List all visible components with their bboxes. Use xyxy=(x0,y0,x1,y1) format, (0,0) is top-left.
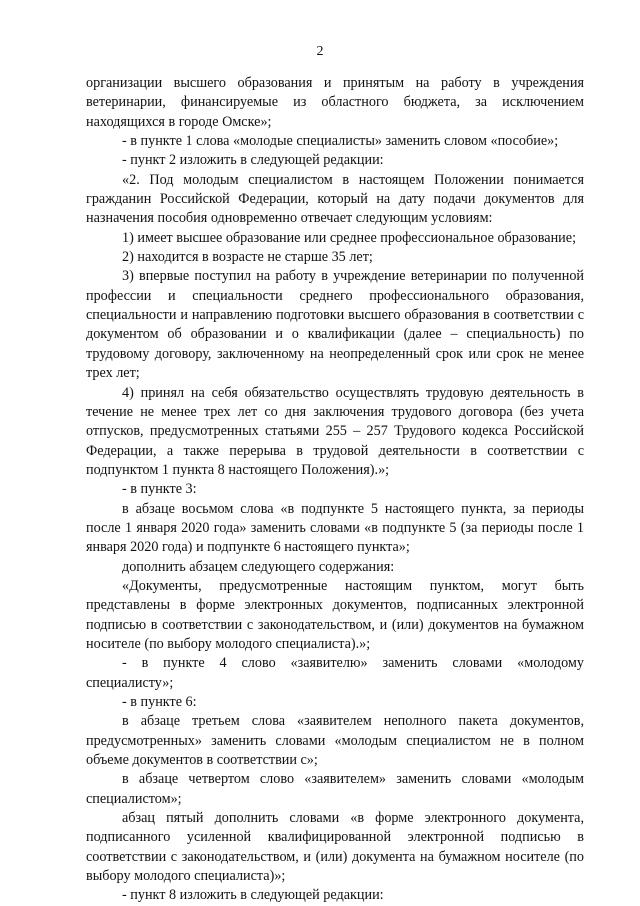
paragraph: 4) принял на себя обязательство осуществлять трудовую деятельность в течение не менее трех лет со дня заключения трудового договора (без учета отпусков, предусмотренных статьями 255 – 257 Трудового кодекса Российской Федерации, а также перерыва в трудовой деятельности в соответствии с подпунктом 1 пункта 8 настоящего Положения).»; xyxy=(86,384,584,478)
paragraph: «Документы, предусмотренные настоящим пунктом, могут быть представлены в форме электронных документов, подписанных электронной подписью в соответствии с законодательством, и (или) документов на бумажном носителе (по выбору молодого специалиста).»; xyxy=(86,577,584,652)
page-number: 2 xyxy=(316,44,324,59)
paragraph: в абзаце четвертом слово «заявителем» заменить словами «молодым специалистом»; xyxy=(86,771,584,807)
paragraph: 1) имеет высшее образование или среднее профессиональное образование; xyxy=(122,229,577,246)
paragraph: - в пункте 6: xyxy=(122,694,197,710)
paragraph: - в пункте 3: xyxy=(122,481,197,498)
paragraph: 3) впервые поступил на работу в учреждение ветеринарии по полученной профессии и специальности среднего профессионального образования, специальности и направлению подготовки высшего образования в соответствии с документом об образовании и о квалификации (далее – специальность) по трудовому договору, заключенному на неопределенный срок или срок не менее трех лет; xyxy=(86,268,584,382)
paragraph: - в пункте 1 слова «молодые специалисты» заменить словом «пособие»; xyxy=(122,133,559,150)
paragraph: организации высшего образования и принятым на работу в учреждения ветеринарии, финансируемые из областного бюджета, за исключением находящихся в городе Омске»; xyxy=(86,75,584,130)
paragraph: в абзаце восьмом слова «в подпункте 5 настоящего пункта, за периоды после 1 января 2020 года» заменить словами «в подпункте 5 (за периоды после 1 января 2020 года) и подпункте 6 настоящего пункта»; xyxy=(86,500,584,556)
paragraph: 2) находится в возрасте не старше 35 лет; xyxy=(122,249,373,266)
paragraph: в абзаце третьем слова «заявителем неполного пакета документов, предусмотренных» заменить словами «молодым специалистом не в полном объеме документов в соответствии с»; xyxy=(86,713,584,769)
paragraph: - в пункте 4 слово «заявителю» заменить словами «молодому специалисту»; xyxy=(86,655,584,691)
paragraph: «2. Под молодым специалистом в настоящем Положении понимается гражданин Российской Федерации, который на дату подачи документов для назначения пособия одновременно отвечает следующим условиям: xyxy=(86,171,584,227)
document-body xyxy=(86,74,584,906)
paragraph: - пункт 2 изложить в следующей редакции: xyxy=(122,152,384,169)
paragraph: абзац пятый дополнить словами «в форме электронного документа, подписанного усиленной квалифицированной электронной подписью в соответствии с законодательством, и (или) документа на бумажном носителе (по выбору молодого специалиста)»; xyxy=(86,810,584,885)
paragraph: - пункт 8 изложить в следующей редакции: xyxy=(122,887,384,904)
paragraph: дополнить абзацем следующего содержания: xyxy=(122,558,395,575)
